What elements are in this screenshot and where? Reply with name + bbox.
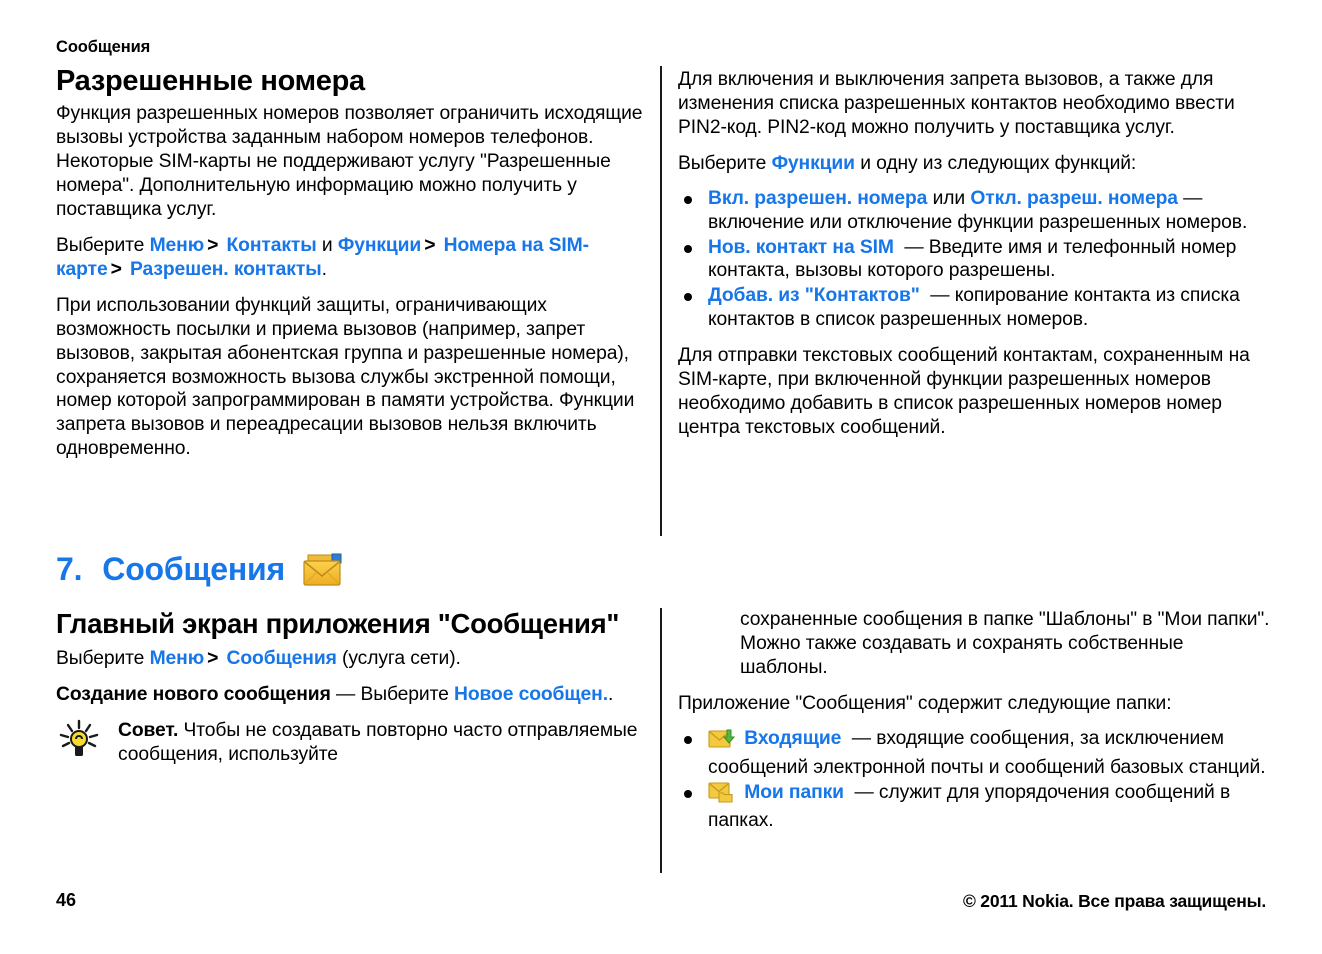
- create-message-label: Создание нового сообщения: [56, 683, 331, 705]
- section-title: Разрешенные номера: [56, 65, 365, 97]
- chapter-title-text: Сообщения: [102, 551, 285, 587]
- path-separator-3: >: [110, 258, 122, 280]
- path-separator-1: >: [207, 234, 219, 256]
- list-item: [678, 781, 1270, 834]
- tip-continued-paragraph: сохраненные сообщения в папке "Шаблоны" в "Мои папки". Можно также создавать и сохранять собственные шаблоны.: [740, 609, 1270, 678]
- tip-label: Совет.: [118, 719, 179, 741]
- paragraph-fdn-intro: Функция разрешенных номеров позволяет ограничить исходящие вызовы устройства заданным набором номеров телефонов. Некоторые SIM-карты не поддерживают услугу "Разрешенные номера". Дополнительную информацию можно получить у поставщика услуг.: [56, 103, 643, 220]
- path-lead: Выберите: [56, 234, 145, 256]
- option-description: копирование контакта из списка контактов в список разрешенных номеров.: [708, 285, 1240, 331]
- path-conjunction: и: [321, 234, 333, 256]
- option-enable-fdn[interactable]: Вкл. разрешен. номера: [708, 187, 928, 209]
- folder-envelope-icon: [708, 782, 735, 810]
- path-item-menu[interactable]: Меню: [149, 647, 205, 669]
- option-dash: —: [1183, 187, 1203, 209]
- path-separator-2: >: [424, 234, 436, 256]
- page-number: 46: [56, 890, 77, 910]
- chapter-number: 7.: [56, 551, 83, 587]
- select-lead: Выберите: [678, 152, 767, 174]
- option-dash: —: [904, 236, 924, 258]
- right-column-top: [678, 68, 1270, 452]
- option-add-from-contacts[interactable]: Добав. из "Контактов": [708, 285, 920, 307]
- folder-description: входящие сообщения, за исключением сообщений электронной почты и сообщений базовых станций.: [708, 727, 1266, 778]
- link-new-message[interactable]: Новое сообщен.: [454, 683, 608, 705]
- option-description: Введите имя и телефонный номер контакта, вызовы которого разрешены.: [708, 236, 1237, 282]
- path-item-fdn-contacts[interactable]: Разрешен. контакты: [130, 258, 322, 280]
- path-separator-1: >: [207, 647, 219, 669]
- envelope-icon: [301, 553, 345, 587]
- folder-dash: —: [854, 781, 874, 803]
- path-tail: .: [321, 258, 327, 280]
- chapter-heading: [56, 552, 646, 587]
- option-disable-fdn[interactable]: Откл. разреш. номера: [970, 187, 1178, 209]
- tip-text: Чтобы не создавать повторно часто отправляемые сообщения, используйте: [118, 719, 638, 765]
- create-message-mid: Выберите: [360, 683, 449, 705]
- select-tail: и одну из следующих функций:: [860, 152, 1137, 174]
- messaging-folders-list: [678, 727, 1270, 834]
- fdn-options-list: [678, 187, 1270, 333]
- path-tail: (услуга сети).: [342, 647, 461, 669]
- folder-dash: —: [851, 727, 871, 749]
- list-item: [678, 727, 1270, 780]
- path-item-sim-numbers[interactable]: Номера на SIM-карте: [56, 234, 589, 280]
- left-column-bottom: [56, 552, 646, 767]
- inbox-envelope-icon: [708, 728, 735, 756]
- select-options-line: [678, 152, 1270, 176]
- paragraph-security-note: При использовании функций защиты, ограничивающих возможность посылки и приема вызовов (например, запрет вызовов, закрытая абонентская группа и разрешенные номера), сохраняется возможность вызова службы экстренной помощи, номер которой запрограммирован в памяти устройства. Функции запрета вызовов и переадресации вызовов нельзя включить одновременно.: [56, 294, 635, 460]
- list-item: [678, 284, 1270, 332]
- subsection-title: Главный экран приложения "Сообщения": [56, 608, 620, 640]
- create-message-dash: —: [335, 683, 356, 705]
- path-item-messaging[interactable]: Сообщения: [226, 647, 337, 669]
- path-item-menu[interactable]: Меню: [149, 234, 205, 256]
- column-divider-bottom: [660, 608, 662, 873]
- folders-intro-paragraph: Приложение "Сообщения" содержит следующие папки:: [678, 692, 1172, 714]
- create-message-line: [56, 683, 646, 707]
- column-divider-top: [660, 66, 662, 536]
- link-options[interactable]: Функции: [771, 152, 855, 174]
- option-description: включение или отключение функции разрешенных номеров.: [708, 211, 1248, 233]
- option-conjunction: или: [932, 187, 966, 209]
- menu-path-fdn: [56, 234, 646, 282]
- paragraph-sms-center: Для отправки текстовых сообщений контактам, сохраненным на SIM-карте, при включенной функции разрешенных номеров необходимо добавить в список разрешенных номеров номер центра текстовых сообщений.: [678, 345, 1250, 438]
- paragraph-pin2: Для включения и выключения запрета вызовов, а также для изменения списка разрешенных контактов необходимо ввести PIN2-код. PIN2-код можно получить у поставщика услуг.: [678, 69, 1235, 138]
- create-message-tail: .: [607, 683, 614, 705]
- tip-block: [56, 719, 646, 767]
- right-column-bottom: [678, 608, 1270, 845]
- folder-my-folders[interactable]: Мои папки: [744, 781, 844, 803]
- option-dash: —: [930, 285, 950, 307]
- path-item-options[interactable]: Функции: [337, 234, 422, 256]
- path-lead: Выберите: [56, 647, 145, 669]
- running-header: Сообщения: [56, 38, 151, 56]
- list-item: [678, 187, 1270, 235]
- folder-description: служит для упорядочения сообщений в папках.: [708, 781, 1231, 832]
- copyright-notice: © 2011 Nokia. Все права защищены.: [962, 891, 1266, 911]
- folder-inbox[interactable]: Входящие: [744, 727, 842, 749]
- list-item: [678, 236, 1270, 284]
- option-new-sim-contact[interactable]: Нов. контакт на SIM: [708, 236, 894, 258]
- lightbulb-icon: [58, 719, 100, 768]
- left-column-top: [56, 66, 646, 473]
- path-item-contacts[interactable]: Контакты: [226, 234, 317, 256]
- menu-path-messaging: [56, 647, 646, 671]
